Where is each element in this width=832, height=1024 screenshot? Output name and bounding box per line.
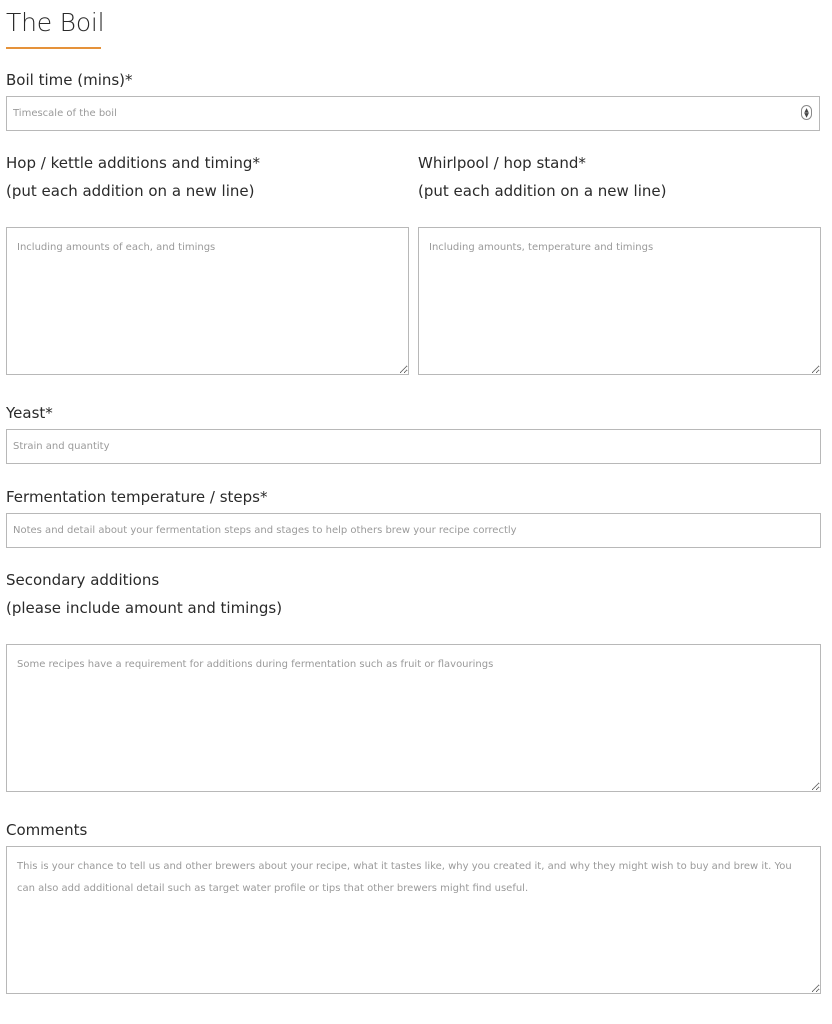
number-spinner-icon[interactable]	[801, 105, 812, 120]
section-title: The Boil	[6, 8, 105, 37]
hop-kettle-textarea[interactable]	[6, 227, 409, 375]
secondary-sublabel: (please include amount and timings)	[6, 599, 283, 617]
whirlpool-label: Whirlpool / hop stand*	[418, 154, 586, 172]
yeast-label: Yeast*	[6, 404, 53, 422]
fermentation-input[interactable]	[6, 513, 821, 548]
boil-time-input[interactable]	[6, 96, 820, 131]
comments-textarea[interactable]	[6, 846, 821, 994]
spinner-down-icon[interactable]: ▼	[804, 111, 809, 119]
spinner-up-icon[interactable]: ▲	[804, 106, 809, 114]
comments-label: Comments	[6, 821, 88, 839]
whirlpool-textarea[interactable]	[418, 227, 821, 375]
secondary-textarea[interactable]	[6, 644, 821, 792]
yeast-input[interactable]	[6, 429, 821, 464]
hop-kettle-label: Hop / kettle additions and timing*	[6, 154, 260, 172]
boil-time-label: Boil time (mins)*	[6, 71, 133, 89]
secondary-label: Secondary additions	[6, 571, 160, 589]
fermentation-label: Fermentation temperature / steps*	[6, 488, 268, 506]
section-title-underline	[6, 47, 101, 49]
hop-kettle-sublabel: (put each addition on a new line)	[6, 182, 255, 200]
boil-time-wrapper	[6, 96, 820, 131]
whirlpool-sublabel: (put each addition on a new line)	[418, 182, 667, 200]
